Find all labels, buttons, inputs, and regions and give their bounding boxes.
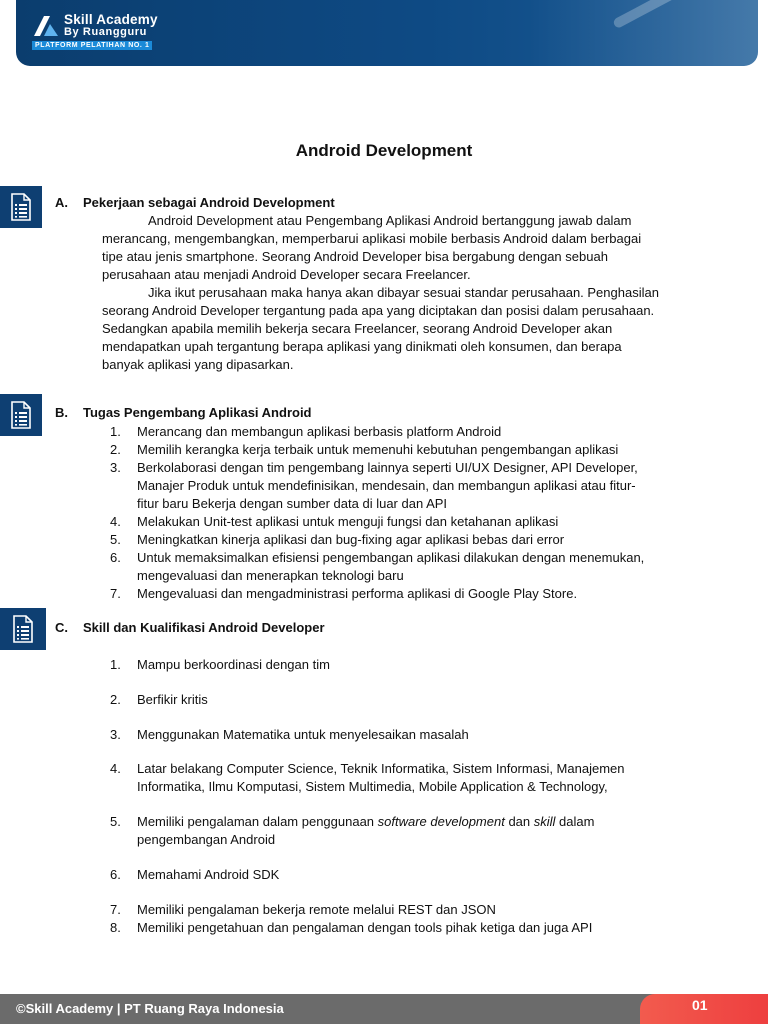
- document-list-icon: [0, 394, 42, 436]
- section-title: Tugas Pengembang Aplikasi Android: [83, 405, 312, 420]
- list-number: 4.: [110, 761, 121, 776]
- list-text: Manajer Produk untuk mendefinisikan, mendesain, dan membangun aplikasi atau fitur-: [137, 478, 636, 493]
- section-a-paragraph: [102, 212, 714, 374]
- list-text: Memiliki pengalaman bekerja remote melalui REST dan JSON: [137, 902, 496, 917]
- paragraph-line: Jika ikut perusahaan maka hanya akan dibayar sesuai standar perusahaan. Penghasilan: [148, 285, 659, 300]
- brand-tagline: PLATFORM PELATIHAN NO. 1: [32, 41, 152, 50]
- list-text: [137, 813, 707, 831]
- list-text: Memiliki pengetahuan dan pengalaman dengan tools pihak ketiga dan juga API: [137, 920, 593, 935]
- text-run-italic: software development: [377, 814, 505, 829]
- list-number: 8.: [110, 920, 121, 935]
- section-letter: B.: [55, 405, 68, 420]
- section-title: Skill dan Kualifikasi Android Developer: [83, 620, 325, 635]
- header-banner: [16, 0, 758, 66]
- brand-name: Skill Academy: [64, 12, 158, 27]
- list-text: fitur baru Bekerja dengan sumber data di luar dan API: [137, 496, 448, 511]
- brand-subtitle: By Ruangguru: [64, 26, 147, 38]
- list-number: 6.: [110, 550, 121, 565]
- list-text: pengembangan Android: [137, 832, 276, 847]
- list-text: Memahami Android SDK: [137, 867, 280, 882]
- paragraph-line: perusahaan atau menjadi Android Developer secara Freelancer.: [102, 267, 471, 282]
- footer-copyright: ©Skill Academy | PT Ruang Raya Indonesia: [16, 1001, 284, 1016]
- paragraph-line: seorang Android Developer tergantung pada apa yang diciptakan dan posisi dalam perusahaan.: [102, 303, 655, 318]
- section-title: Pekerjaan sebagai Android Development: [83, 195, 335, 210]
- list-text: Berfikir kritis: [137, 692, 208, 707]
- list-number: 2.: [110, 442, 121, 457]
- list-number: 5.: [110, 532, 121, 547]
- paragraph-line: banyak aplikasi yang dipasarkan.: [102, 357, 294, 372]
- list-number: 3.: [110, 460, 121, 475]
- footer-bar: [0, 994, 768, 1024]
- list-text: Merancang dan membangun aplikasi berbasis platform Android: [137, 424, 502, 439]
- list-text: Informatika, Ilmu Komputasi, Sistem Multimedia, Mobile Application & Technology,: [137, 779, 608, 794]
- list-number: 7.: [110, 902, 121, 917]
- text-run-italic: skill: [533, 814, 556, 829]
- list-number: 4.: [110, 514, 121, 529]
- document-title: Android Development: [295, 141, 473, 160]
- list-text: Meningkatkan kinerja aplikasi dan bug-fixing agar aplikasi bebas dari error: [137, 532, 565, 547]
- list-text: Memilih kerangka kerja terbaik untuk memenuhi kebutuhan pengembangan aplikasi: [137, 442, 619, 457]
- skill-academy-logo-icon: [32, 14, 60, 38]
- list-number: 6.: [110, 867, 121, 882]
- document-list-icon: [0, 608, 46, 650]
- list-number: 1.: [110, 424, 121, 439]
- paragraph-line: merancang, mengembangkan, memperbarui aplikasi mobile berbasis Android dalam berbagai: [102, 231, 642, 246]
- paragraph-line: Android Development atau Pengembang Aplikasi Android bertanggung jawab dalam: [148, 213, 632, 228]
- page-number-badge: [640, 994, 768, 1024]
- text-run: Memiliki pengalaman dalam penggunaan: [137, 814, 378, 829]
- section-letter: A.: [55, 195, 68, 210]
- list-text: Menggunakan Matematika untuk menyelesaikan masalah: [137, 727, 469, 742]
- list-number: 1.: [110, 657, 121, 672]
- list-text: Melakukan Unit-test aplikasi untuk menguji fungsi dan ketahanan aplikasi: [137, 514, 559, 529]
- list-text: mengevaluasi dan menerapkan teknologi baru: [137, 568, 404, 583]
- list-text: Mengevaluasi dan mengadministrasi performa aplikasi di Google Play Store.: [137, 586, 578, 601]
- list-text: Berkolaborasi dengan tim pengembang lainnya seperti UI/UX Designer, API Developer,: [137, 460, 638, 475]
- list-text: Mampu berkoordinasi dengan tim: [137, 657, 330, 672]
- list-number: 3.: [110, 727, 121, 742]
- document-list-icon: [0, 186, 42, 228]
- list-number: 7.: [110, 586, 121, 601]
- paragraph-line: mendapatkan upah tergantung berapa aplikasi yang dinikmati oleh konsumen, dan berapa: [102, 339, 622, 354]
- list-number: 5.: [110, 814, 121, 829]
- list-text: Untuk memaksimalkan efisiensi pengembangan aplikasi dilakukan dengan menemukan,: [137, 550, 645, 565]
- section-letter: C.: [55, 620, 68, 635]
- paragraph-line: tipe atau jenis smartphone. Seorang Android Developer bisa bergabung dengan sebuah: [102, 249, 608, 264]
- list-number: 2.: [110, 692, 121, 707]
- list-text: Latar belakang Computer Science, Teknik Informatika, Sistem Informasi, Manajemen: [137, 761, 625, 776]
- paragraph-line: Sedangkan apabila memilih bekerja secara Freelancer, seorang Android Developer akan: [102, 321, 613, 336]
- text-run: dan: [504, 814, 534, 829]
- header-decoration: [528, 0, 758, 66]
- text-run: dalam: [555, 814, 595, 829]
- page-number: 01: [692, 997, 708, 1013]
